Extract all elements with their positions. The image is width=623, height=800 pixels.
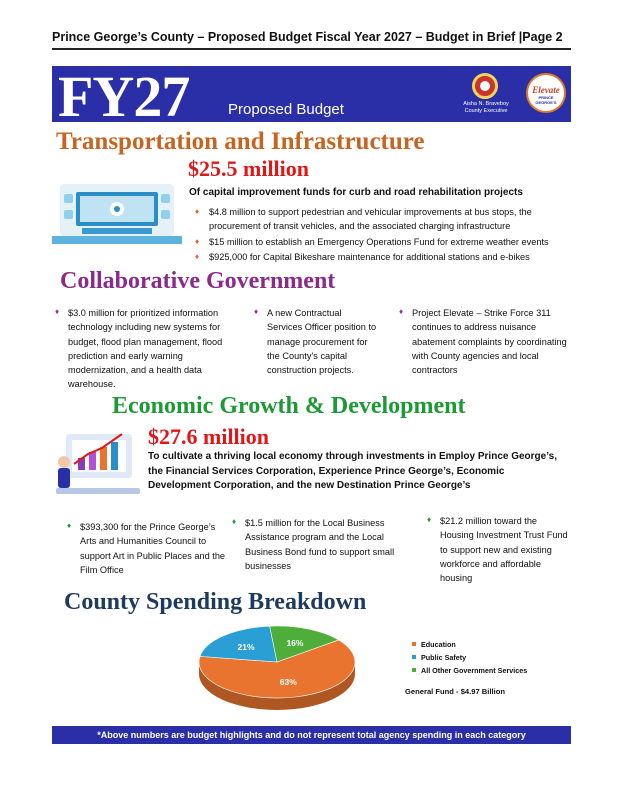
legend-label: Public Safety <box>421 653 467 662</box>
collaborative-item: ♦ Project Elevate – Strike Force 311 continues to address nuisance abatement complaints by coordinating with County agencies and local contractors <box>399 307 567 375</box>
economic-amount: $27.6 million <box>148 424 270 449</box>
elevate-logo-word: Elevate <box>532 85 560 95</box>
fy-heading: FY27 <box>58 64 190 129</box>
diamond-bullet-icon: ♦ <box>195 252 200 262</box>
growth-chart-illustration-icon <box>52 420 144 498</box>
legend-entry <box>412 667 527 680</box>
transportation-bullets <box>195 206 573 267</box>
transportation-title: Transportation and Infrastructure <box>56 128 425 155</box>
header-divider <box>52 48 571 50</box>
spending-pie-chart <box>174 620 380 720</box>
collaborative-title: Collaborative Government <box>60 268 336 294</box>
footer-note: *Above numbers are budget highlights and do not represent total agency spending in each category <box>52 726 571 744</box>
diamond-bullet-icon: ♦ <box>195 207 200 216</box>
county-seal-icon <box>472 73 498 99</box>
diamond-bullet-icon: ♦ <box>399 307 404 316</box>
elevate-logo-sub: PRINCE GEORGE'S <box>535 95 557 105</box>
legend-label: Education <box>421 640 456 649</box>
economic-lead: To cultivate a thriving local economy through investments in Employ Prince George’s, the Financial Services Corporation, Experience Prince George’s, Economic Development Corporation, and the new Destination Prince George’s <box>148 451 557 491</box>
pie-data-label: 16% <box>286 637 304 648</box>
diamond-bullet-icon: ♦ <box>195 236 200 246</box>
economic-item: ♦ $21.2 million toward the Housing Investment Trust Fund to support new and existing workforce and affordable housing <box>427 515 568 583</box>
pie-data-label: 21% <box>237 641 255 652</box>
legend-label: All Other Government Services <box>421 666 528 675</box>
collaborative-item: ♦ $3.0 million for prioritized information technology including new systems for budget, flood plan management, flood prediction and early warning modernization, and a health data warehouse. <box>55 307 223 390</box>
general-fund-total: General Fund - $4.97 Billion <box>405 687 506 696</box>
collaborative-item: ♦ A new Contractual Services Officer position to manage procurement for the County’s capital construction projects. <box>254 307 377 375</box>
economic-item: ♦ $393,300 for the Prince George’s Arts and Humanities Council to support Art in Public Places and the Film Office <box>67 521 226 575</box>
smart-city-illustration-icon <box>52 180 182 244</box>
legend-swatch-icon <box>412 642 416 646</box>
legend-swatch-icon <box>412 655 416 659</box>
diamond-bullet-icon: ♦ <box>427 515 432 524</box>
diamond-bullet-icon: ♦ <box>67 521 72 530</box>
economic-item: ♦ $1.5 million for the Local Business Assistance program and the Local Business Bond fund to support small businesses <box>232 517 395 571</box>
transportation-lead: Of capital improvement funds for curb and road rehabilitation projects <box>189 187 523 198</box>
list-item: ♦ $15 million to establish an Emergency Operations Fund for extreme weather events <box>195 236 549 247</box>
chart-legend <box>412 641 527 680</box>
diamond-bullet-icon: ♦ <box>254 307 259 316</box>
elevate-logo-icon <box>526 73 566 113</box>
legend-swatch-icon <box>412 668 416 672</box>
seal-caption: Aisha N. Braveboy County Executive <box>463 101 509 115</box>
spending-title: County Spending Breakdown <box>64 589 367 615</box>
diamond-bullet-icon: ♦ <box>55 307 60 316</box>
list-item: ♦ $4.8 million to support pedestrian and vehicular improvements at bus stops, the procurement of transit vehicles, and the associated charging infrastructure <box>195 207 532 231</box>
diamond-bullet-icon: ♦ <box>232 517 237 526</box>
fy27-banner <box>52 64 571 129</box>
economic-title: Economic Growth & Development <box>112 393 466 419</box>
banner-subtitle: Proposed Budget <box>228 101 344 118</box>
pie-data-label: 63% <box>279 677 297 688</box>
page-header: Prince George’s County – Proposed Budget Fiscal Year 2027 – Budget in Brief |Page 2 <box>52 30 563 44</box>
list-item: ♦ $925,000 for Capital Bikeshare maintenance for additional stations and e-bikes <box>195 252 530 263</box>
transportation-amount: $25.5 million <box>188 156 310 181</box>
